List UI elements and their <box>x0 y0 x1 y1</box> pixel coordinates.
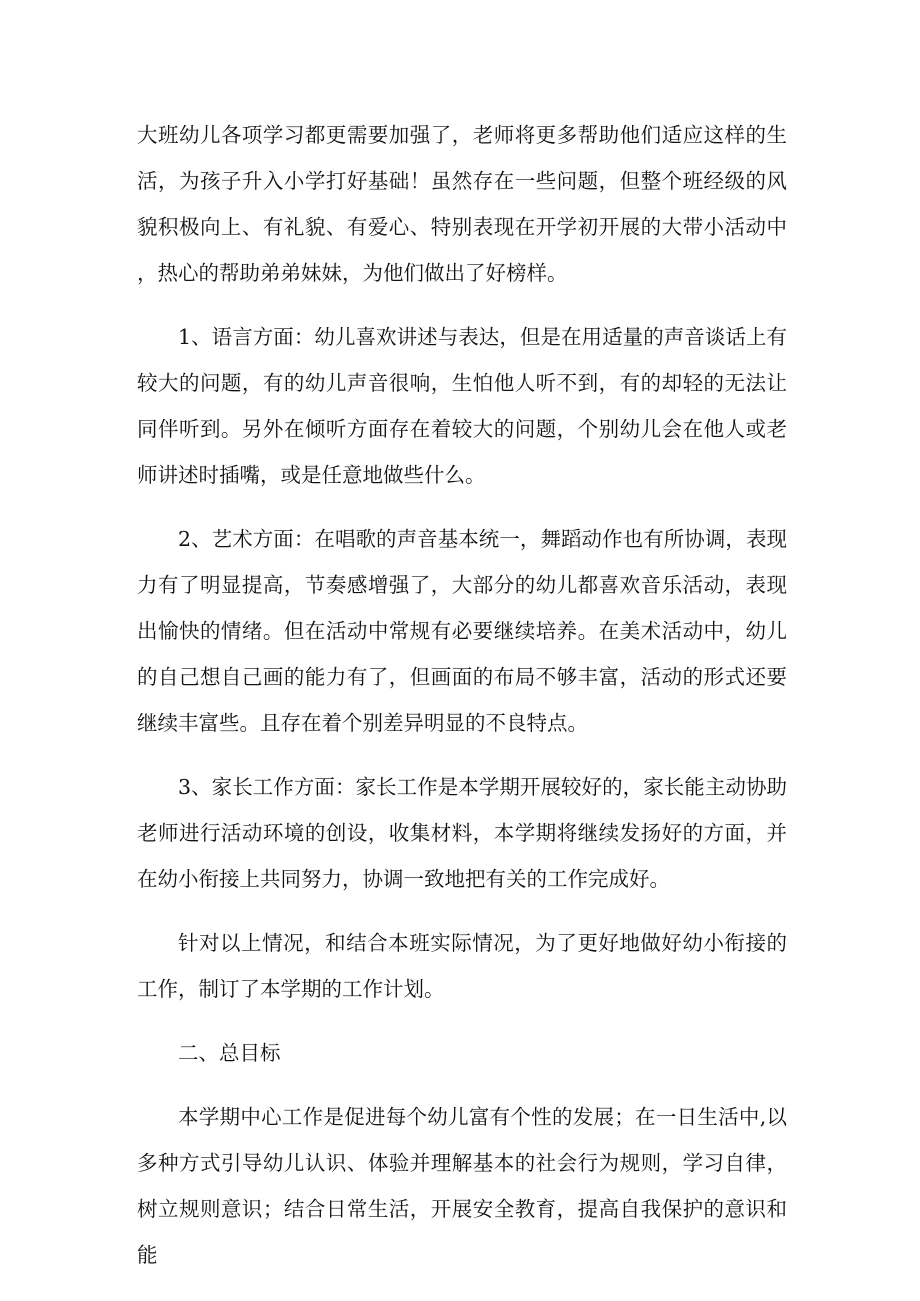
document-body <box>137 112 787 1296</box>
paragraph-overall-goal: 本学期中心工作是促进每个幼儿富有个性的发展；在一日生活中,以多种方式引导幼儿认识、体验并理解基本的社会行为规则，学习自律，树立规则意识；结合日常生活，开展安全教育，提高自我保护的意识和能 <box>137 1105 787 1267</box>
paragraph-art: 2、艺术方面：在唱歌的声音基本统一，舞蹈动作也有所协调，表现力有了明显提高，节奏感增强了，大部分的幼儿都喜欢音乐活动，表现出愉快的情绪。但在活动中常规有必要继续培养。在美术活动中，幼儿的自己想自己画的能力有了，但画面的布局不够丰富，活动的形式还要继续丰富些。且存在着个别差异明显的不良特点。 <box>137 527 787 735</box>
paragraph-language: 1、语言方面：幼儿喜欢讲述与表达，但是在用适量的声音谈话上有较大的问题，有的幼儿声音很响，生怕他人听不到，有的却轻的无法让同伴听到。另外在倾听方面存在着较大的问题，个别幼儿会在他人或老师讲述时插嘴，或是任意地做些什么。 <box>137 325 787 487</box>
paragraph-parents-work: 3、家长工作方面：家长工作是本学期开展较好的，家长能主动协助老师进行活动环境的创设，收集材料，本学期将继续发扬好的方面，并在幼小衔接上共同努力，协调一致地把有关的工作完成好。 <box>137 775 787 891</box>
paragraph-intro-continued: 大班幼儿各项学习都更需要加强了，老师将更多帮助他们适应这样的生活，为孩子升入小学打好基础！虽然存在一些问题，但整个班经级的风貌积极向上、有礼貌、有爱心、特别表现在开学初开展的大带小活动中，热心的帮助弟弟妹妹，为他们做出了好榜样。 <box>137 123 787 285</box>
section-heading-overall-goal: 二、总目标 <box>178 1041 281 1065</box>
paragraph-plan-intro: 针对以上情况，和结合本班实际情况，为了更好地做好幼小衔接的工作，制订了本学期的工作计划。 <box>137 931 787 1001</box>
